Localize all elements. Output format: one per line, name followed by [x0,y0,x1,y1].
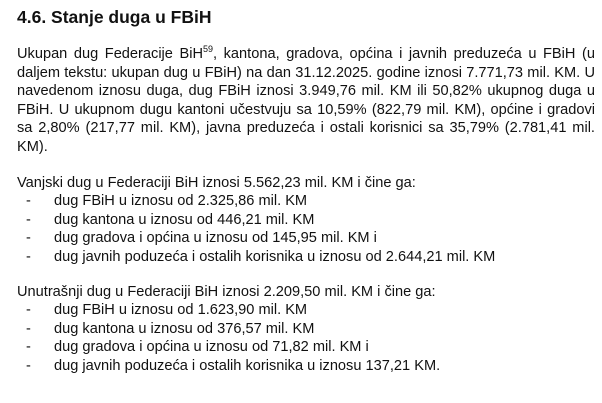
footnote-reference[interactable]: 59 [203,44,214,55]
list-item-text: dug javnih poduzeća i ostalih korisnika u iznosu 137,21 KM. [54,357,441,374]
list-item [17,192,595,211]
list-item-text: dug kantona u iznosu od 446,21 mil. KM [54,211,315,228]
internal-debt-list [17,301,595,375]
list-dash: - [26,211,31,228]
internal-debt-intro: Unutrašnji dug u Federaciji BiH iznosi 2.209,50 mil. KM i čine ga: [17,283,436,300]
list-item [17,229,595,248]
list-dash: - [26,248,31,265]
list-item [17,320,595,339]
list-item [17,301,595,320]
list-item [17,248,595,267]
list-dash: - [26,357,31,374]
list-item [17,338,595,357]
list-item [17,211,595,230]
external-debt-list [17,192,595,266]
document-page [17,6,595,376]
list-dash: - [26,339,31,356]
list-dash: - [26,230,31,247]
summary-text-start: Ukupan dug Federacije BiH [17,46,203,62]
list-dash: - [26,193,31,210]
list-item-text: dug kantona u iznosu od 376,57 mil. KM [54,320,315,337]
section-heading: 4.6. Stanje duga u FBiH [17,7,212,27]
list-item-text: dug FBiH u iznosu od 1.623,90 mil. KM [54,302,308,319]
list-item-text: dug gradova i općina u iznosu od 71,82 mil. KM i [54,339,369,356]
list-dash: - [26,320,31,337]
list-item-text: dug FBiH u iznosu od 2.325,86 mil. KM [54,193,308,210]
list-item-text: dug javnih poduzeća i ostalih korisnika u iznosu od 2.644,21 mil. KM [54,248,496,265]
summary-text-rest: , kantona, gradova, općina i javnih preduzeća u FBiH (u daljem tekstu: ukupan dug u FBiH) na dan 31.12.2025. godine iznosi 7.771,73 mil. KM. U navedenom iznosu duga, dug FBiH iznosi 3.949,76 mil. KM ili 50,82% ukupnog duga u FBiH. U ukupnom dugu kantoni učestvuju sa 10,59% (822,79 mil. KM), općine i gradovi sa 2,80% (217,77 mil. KM), javna preduzeća i ostali korisnici sa 35,79% (2.781,41 mil. KM). [17,46,595,155]
list-dash: - [26,302,31,319]
list-item-text: dug gradova i općina u iznosu od 145,95 mil. KM i [54,230,377,247]
list-item [17,357,595,376]
summary-paragraph [17,45,595,157]
external-debt-intro: Vanjski dug u Federaciji BiH iznosi 5.562,23 mil. KM i čine ga: [17,174,416,191]
